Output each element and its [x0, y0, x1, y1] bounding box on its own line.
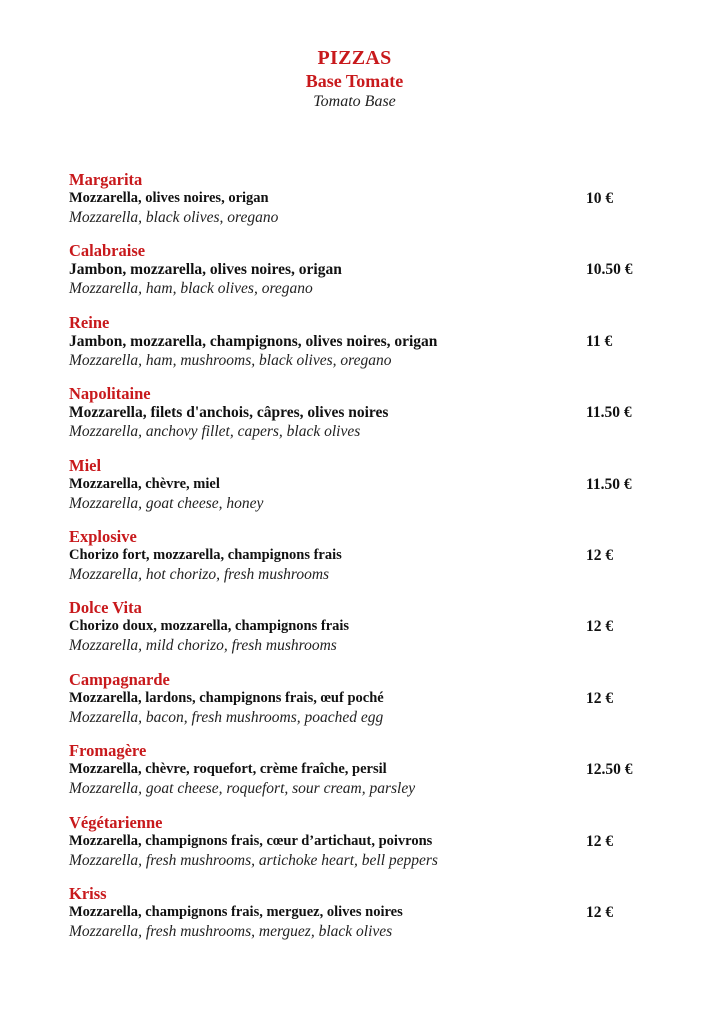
item-price: 12.50 €: [586, 761, 633, 779]
item-name: Explosive: [69, 526, 137, 546]
item-description-en: Mozzarella, black olives, oregano: [69, 209, 279, 226]
item-description-en: Mozzarella, bacon, fresh mushrooms, poached egg: [69, 708, 384, 726]
item-price: 10.50 €: [586, 261, 633, 279]
page-title: PIZZAS: [317, 47, 392, 69]
item-price: 11 €: [586, 332, 613, 350]
item-description-en: Mozzarella, ham, black olives, oregano: [69, 280, 313, 298]
item-description-fr: Mozzarella, chèvre, roquefort, crème fraîche, persil: [69, 761, 387, 778]
item-description-fr: Chorizo fort, mozzarella, champignons frais: [69, 546, 342, 563]
item-description-fr: Jambon, mozzarella, olives noires, origan: [69, 261, 342, 279]
section-subtitle-english: Tomato Base: [313, 93, 396, 110]
menu-item: [69, 385, 649, 456]
menu-item: [69, 599, 649, 670]
item-price: 12 €: [586, 903, 614, 921]
item-price: 10 €: [586, 190, 614, 207]
menu-item: [69, 242, 649, 313]
menu-item: [69, 528, 649, 599]
item-name: Reine: [69, 312, 110, 332]
item-price: 12 €: [586, 689, 614, 707]
menu-item: [69, 885, 649, 956]
item-description-en: Mozzarella, mild chorizo, fresh mushrooms: [69, 637, 337, 655]
item-name: Miel: [69, 455, 102, 475]
pizza-list: [69, 171, 649, 956]
item-price: 11.50 €: [586, 404, 632, 422]
item-name: Napolitaine: [69, 384, 151, 404]
menu-item: [69, 171, 649, 242]
item-description-fr: Chorizo doux, mozzarella, champignons frais: [69, 618, 350, 635]
menu-header: [0, 46, 709, 112]
item-description-en: Mozzarella, hot chorizo, fresh mushrooms: [69, 565, 330, 583]
menu-item: [69, 671, 649, 742]
item-name: Campagnarde: [69, 669, 170, 689]
menu-item: [69, 742, 649, 813]
item-description-fr: Mozzarella, filets d'anchois, câpres, olives noires: [69, 404, 389, 422]
item-price: 12 €: [586, 832, 614, 850]
menu-item: [69, 314, 649, 385]
item-price: 12 €: [586, 618, 614, 636]
item-description-en: Mozzarella, goat cheese, honey: [69, 494, 264, 512]
item-description-en: Mozzarella, goat cheese, roquefort, sour cream, parsley: [69, 780, 416, 798]
item-description-fr: Jambon, mozzarella, champignons, olives noires, origan: [69, 332, 438, 350]
item-description-en: Mozzarella, fresh mushrooms, merguez, black olives: [69, 922, 393, 940]
item-description-fr: Mozzarella, lardons, champignons frais, œuf poché: [69, 689, 384, 706]
item-name: Végétarienne: [69, 812, 163, 832]
menu-item: [69, 814, 649, 885]
menu-item: [69, 457, 649, 528]
item-description-en: Mozzarella, anchovy fillet, capers, black olives: [69, 423, 361, 441]
item-description-fr: Mozzarella, champignons frais, merguez, olives noires: [69, 903, 403, 920]
item-name: Calabraise: [69, 241, 146, 261]
item-description-fr: Mozzarella, olives noires, origan: [69, 190, 269, 206]
item-description-en: Mozzarella, ham, mushrooms, black olives, oregano: [69, 351, 392, 369]
item-name: Fromagère: [69, 741, 147, 761]
item-price: 12 €: [586, 546, 614, 564]
item-description-fr: Mozzarella, champignons frais, cœur d’artichaut, poivrons: [69, 832, 433, 849]
section-subtitle: Base Tomate: [305, 71, 404, 91]
item-description-fr: Mozzarella, chèvre, miel: [69, 475, 220, 492]
item-description-en: Mozzarella, fresh mushrooms, artichoke heart, bell peppers: [69, 851, 438, 869]
item-name: Margarita: [69, 170, 143, 189]
item-name: Kriss: [69, 883, 107, 903]
item-price: 11.50 €: [586, 475, 632, 493]
item-name: Dolce Vita: [69, 598, 142, 618]
